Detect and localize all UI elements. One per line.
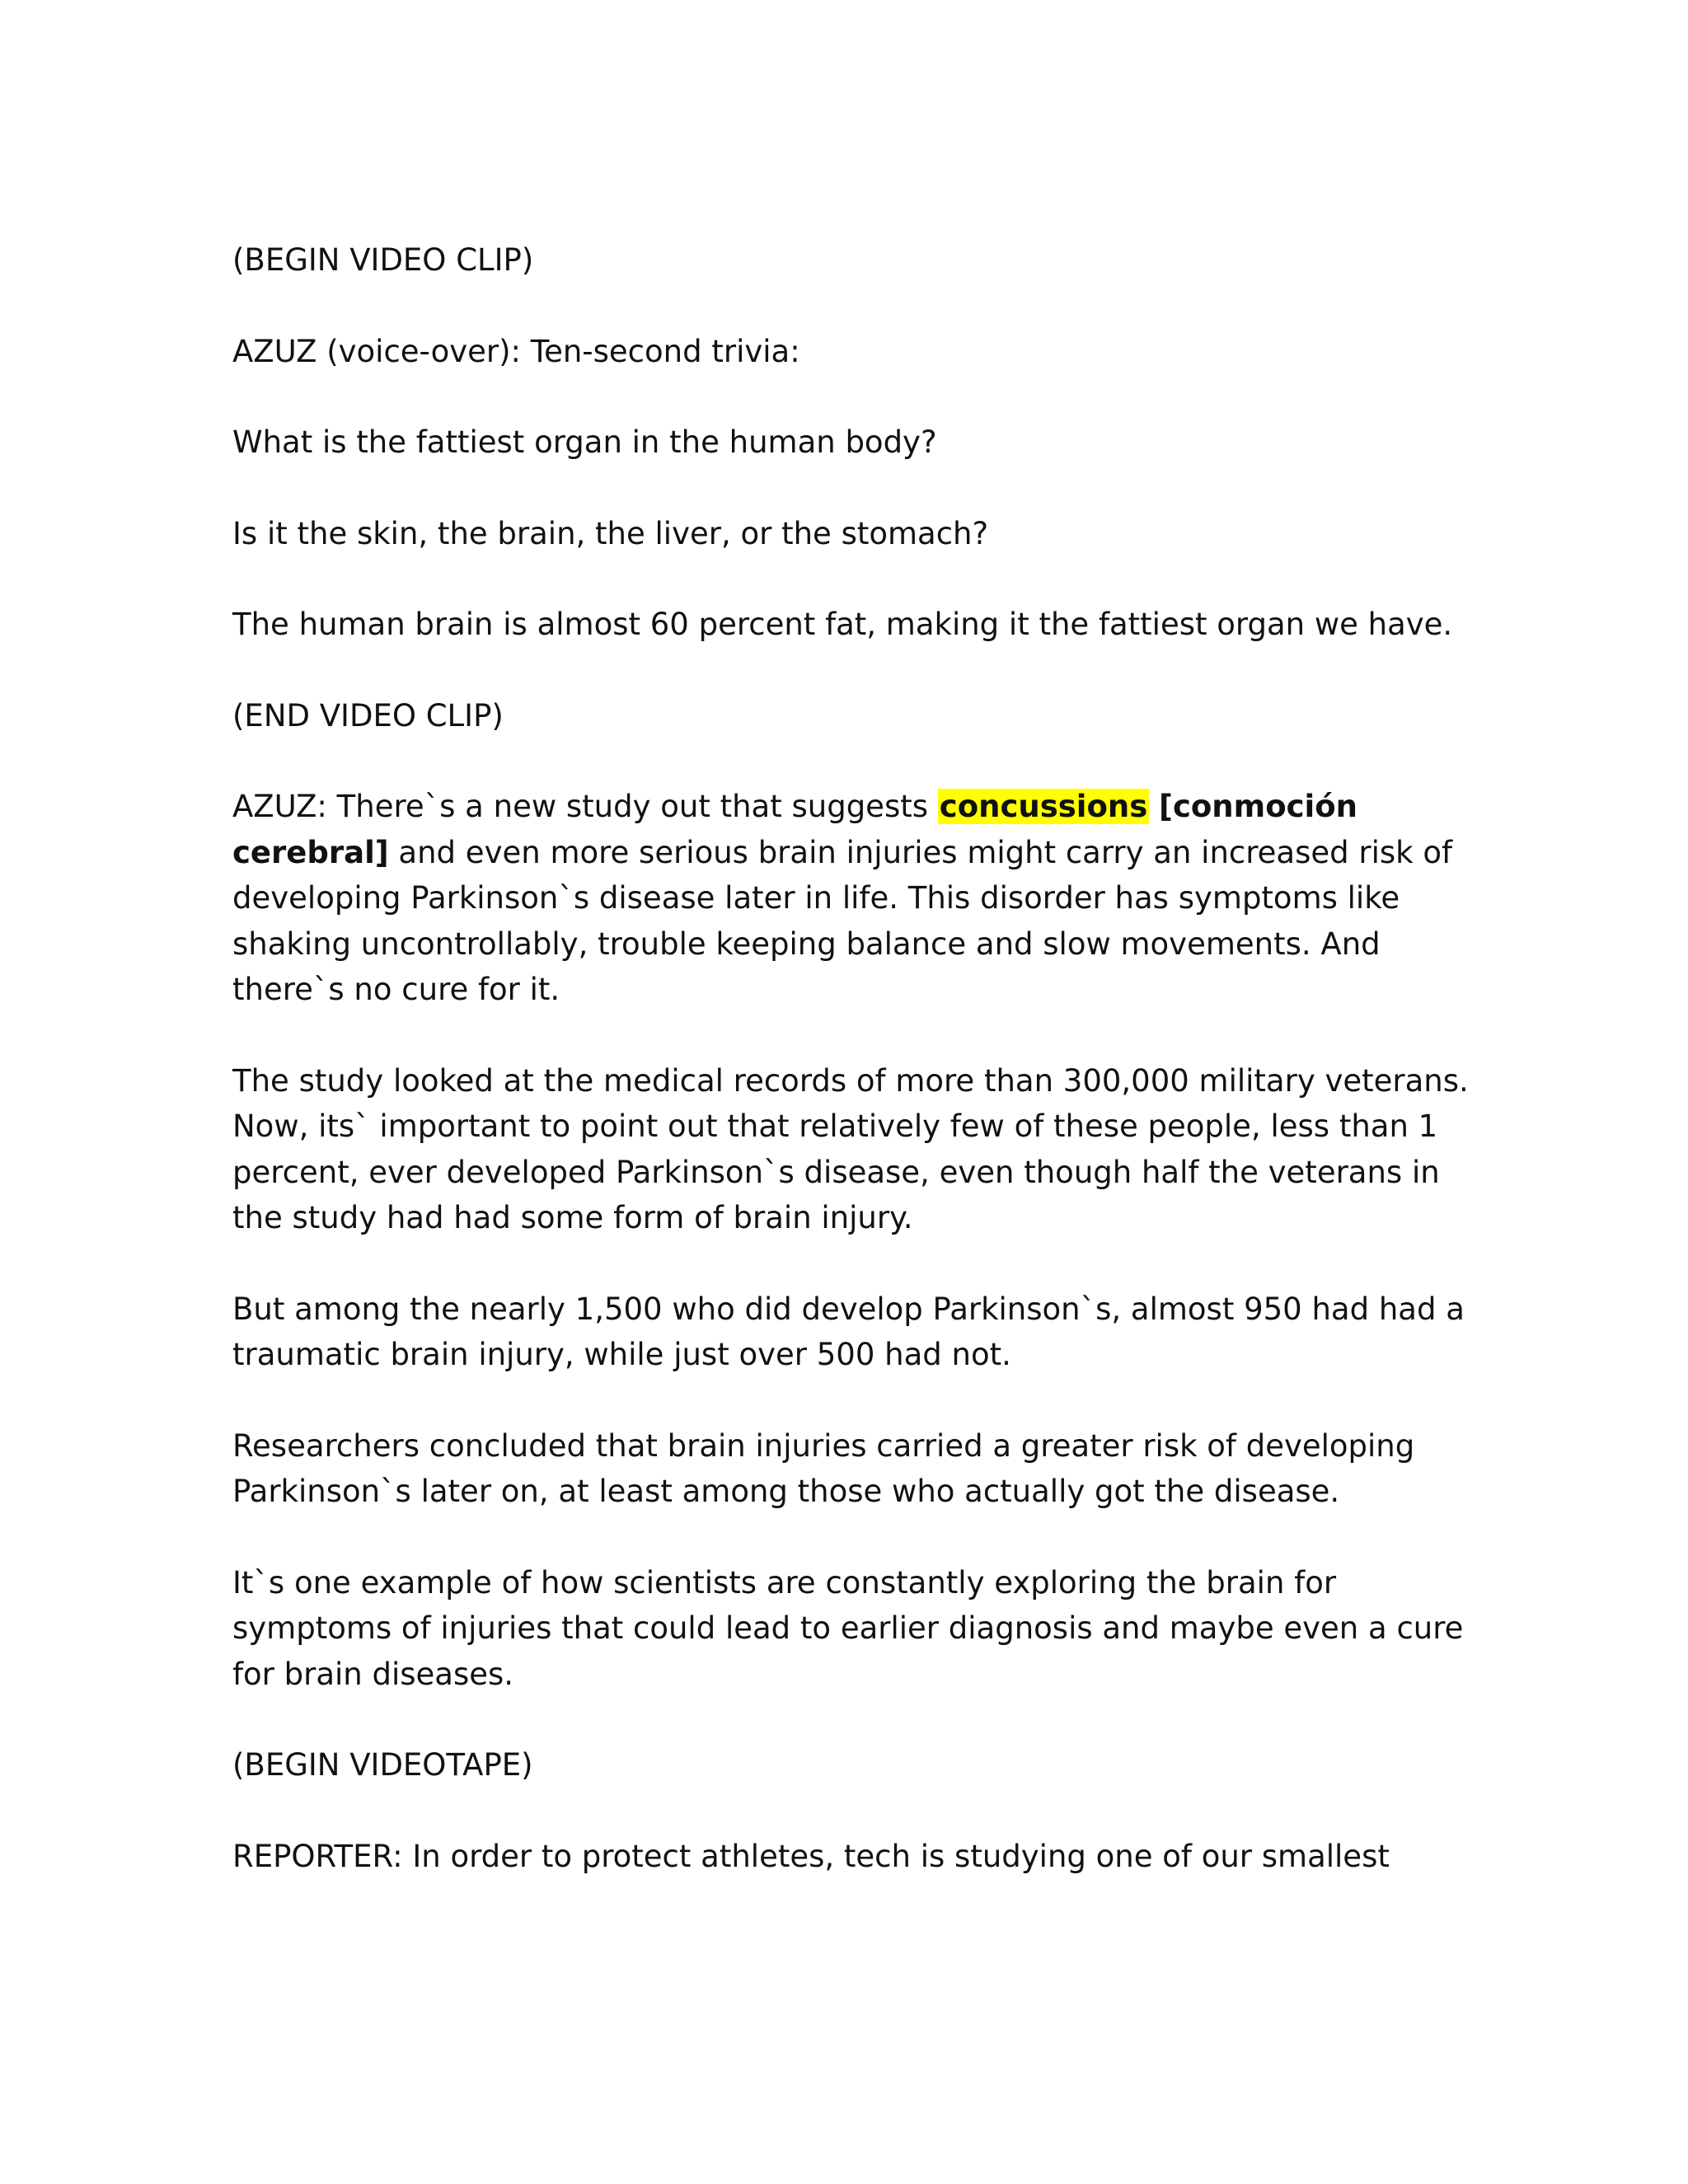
paragraph-end-video-clip: (END VIDEO CLIP)	[232, 697, 504, 733]
paragraph-trivia-question: What is the fattiest organ in the human body?	[232, 424, 937, 460]
highlighted-term: concussions	[939, 789, 1148, 824]
concussion-rest-text: and even more serious brain injuries might carry an increased risk of developing Parkinson`s disease later in life. This disorder has symptoms like shaking uncontrollably, trouble keeping balance and slow movements. And there`s no cure for it.	[232, 834, 1452, 1007]
paragraph-veterans-study: The study looked at the medical records of more than 300,000 military veterans. Now, its` important to point out that relatively few of these people, less than 1 percent, ever developed Parkinson`s disease, even though half the veterans in the study had had some form of brain injury.	[232, 1062, 1469, 1235]
paragraph-scientists-example: It`s one example of how scientists are constantly exploring the brain for symptoms of injuries that could lead to earlier diagnosis and maybe even a cure for brain diseases.	[232, 1564, 1464, 1692]
translation-gloss: [conmoción cerebral]	[232, 789, 1357, 870]
paragraph-trivia-options: Is it the skin, the brain, the liver, or the stomach?	[232, 515, 989, 551]
paragraph-trivia-intro: AZUZ (voice-over): Ten-second trivia:	[232, 333, 800, 369]
paragraph-concussion-study	[232, 784, 1469, 1013]
paragraph-parkinsons-numbers: But among the nearly 1,500 who did develop Parkinson`s, almost 950 had had a traumatic brain injury, while just over 500 had not.	[232, 1291, 1465, 1372]
transcript-body	[232, 237, 1469, 1924]
paragraph-researchers-conclusion: Researchers concluded that brain injuries carried a greater risk of developing Parkinson`s later on, at least among those who actually got the disease.	[232, 1427, 1415, 1509]
paragraph-begin-videotape: (BEGIN VIDEOTAPE)	[232, 1747, 533, 1783]
term-gap	[1149, 789, 1159, 824]
paragraph-reporter-line: REPORTER: In order to protect athletes, tech is studying one of our smallest	[232, 1838, 1390, 1874]
paragraph-begin-video-clip: (BEGIN VIDEO CLIP)	[232, 242, 534, 278]
concussion-lead-text: AZUZ: There`s a new study out that suggests	[232, 789, 938, 824]
paragraph-trivia-answer: The human brain is almost 60 percent fat, making it the fattiest organ we have.	[232, 607, 1453, 642]
